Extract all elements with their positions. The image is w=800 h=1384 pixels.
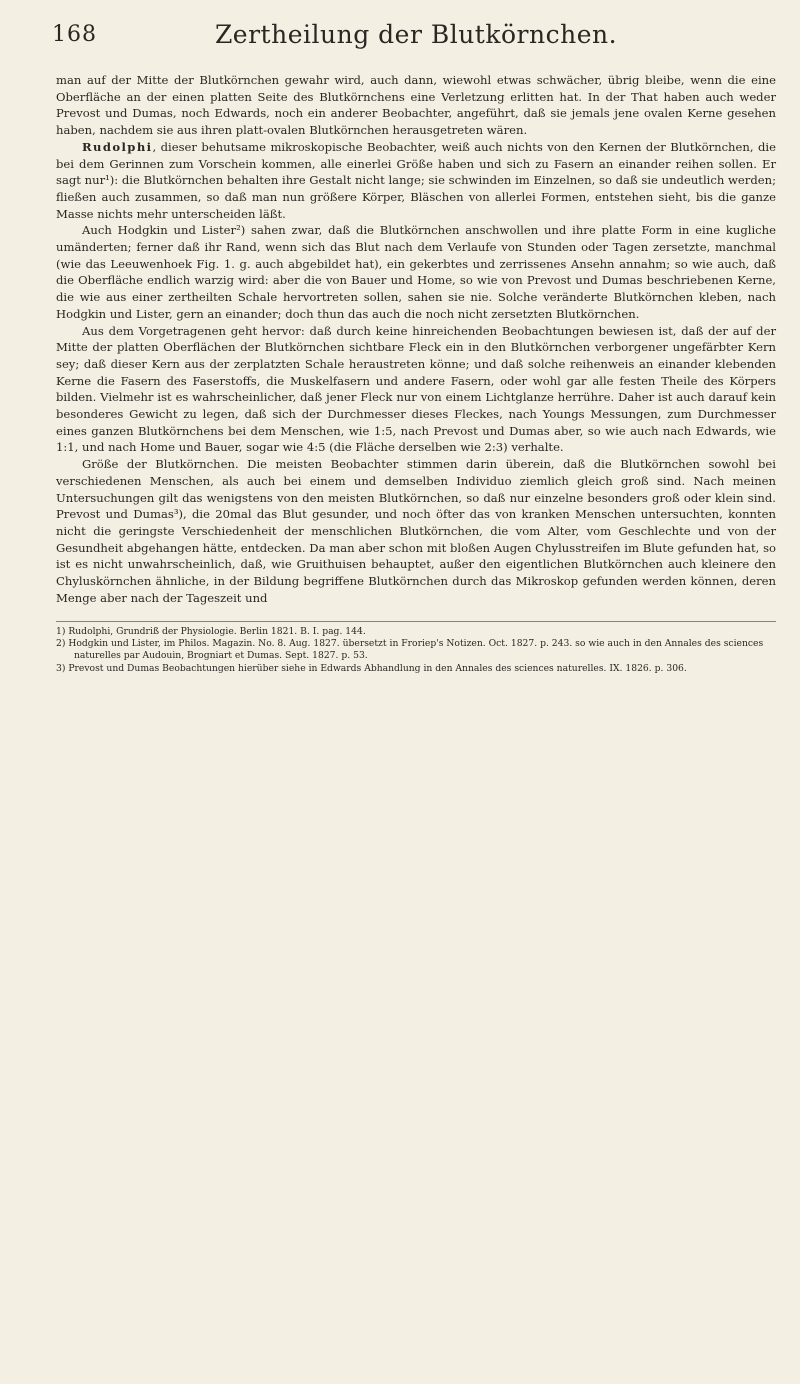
paragraph-3: Auch Hodgkin und Lister²) sahen zwar, daß die Blutkörnchen anschwollen und ihre platte Form in eine kugliche umänderten; ferner daß ihr Rand, wenn sich das Blut nach dem Verlaufe von Stunden oder Tagen zersetzte, manchmal (wie das Leeuwenhoek Fig. 1. g. auch abgebildet hat), ein gekerbtes und zerrissenes Ansehn annahm; so wie auch, daß die Oberfläche endlich warzig wird: aber die von Bauer und Home, so wie von Prevost und Dumas beschriebenen Kerne, die wie aus einer zertheilten Schale hervortreten sollen, sahen sie nie. Solche veränderte Blutkörnchen kleben, nach Hodgkin und Lister, gern an einander; doch thun das auch die noch nicht zersetzten Blutkörnchen. xyxy=(56,223,776,321)
footnote-3: 3) Prevost und Dumas Beobachtungen hierüber siehe in Edwards Abhandlung in den Annales des sciences naturelles. IX. 1826. p. 306. xyxy=(56,662,687,674)
page-header xyxy=(52,18,776,58)
paragraph-1: man auf der Mitte der Blutkörnchen gewahr wird, auch dann, wiewohl etwas schwächer, übrig bleibe, wenn die eine Oberfläche an der einen platten Seite des Blutkörnchens eine Verletzung erlitten hat. In der That haben auch weder Prevost und Dumas, noch Edwards, noch ein anderer Beobachter, angeführt, daß sie jemals jene ovalen Kerne gesehen haben, nachdem sie aus ihren platt-ovalen Blutkörnchen herausgetreten wären. xyxy=(56,73,776,138)
author-name: Rudolphi xyxy=(82,139,153,154)
paragraph-2-text: , dieser behutsame mikroskopische Beobachter, weiß auch nichts von den Kernen der Blutkörnchen, die bei dem Gerinnen zum Vorschein kommen, alle einerlei Größe haben und sich zu Fasern an einander reihen sollen. Er sagt nur¹): die Blutkörnchen behalten ihre Gestalt nicht lange; sie schwinden im Einzelnen, so daß sie undeutlich werden; fließen auch zusammen, so daß man nun größere Körper, Bläschen von allerlei Formen, entstehen sieht, bis die ganze Masse nichts mehr unterscheiden läßt. xyxy=(56,139,776,221)
page-number: 168 xyxy=(52,22,97,47)
footnote-1: 1) Rudolphi, Grundriß der Physiologie. Berlin 1821. B. I. pag. 144. xyxy=(56,625,366,637)
footnotes xyxy=(56,621,776,676)
paragraph-5: Größe der Blutkörnchen. Die meisten Beobachter stimmen darin überein, daß die Blutkörnchen sowohl bei verschiedenen Menschen, als auch bei einem und demselben Individuo ziemlich gleich groß sind. Nach meinen Untersuchungen gilt das wenigstens von den meisten Blutkörnchen, so daß nur einzelne besonders groß oder klein sind. Prevost und Dumas³), die 20mal das Blut gesunder, und noch öfter das von kranken Menschen untersuchten, konnten nicht die geringste Verschiedenheit der menschlichen Blutkörnchen, die vom Alter, vom Geschlechte und von der Gesundheit abgehangen hätte, entdecken. Da man aber schon mit bloßen Augen Chylusstreifen im Blute gefunden hat, so ist es nicht unwahrscheinlich, daß, wie Gruithuisen behauptet, außer den eigentlichen Blutkörnchen auch kleinere den Chyluskörnchen ähnliche, in der Bildung begriffene Blutkörnchen durch das Mikroskop gefunden werden können, deren Menge aber nach der Tageszeit und xyxy=(56,457,776,605)
footnote-2: 2) Hodgkin und Lister, im Philos. Magazin. No. 8. Aug. 1827. übersetzt in Froriep's Notizen. Oct. 1827. p. 243. so wie auch in den Annales des sciences naturelles par Audouin, Brogniart et Dumas. Sept. 1827. p. 53. xyxy=(56,637,764,662)
running-head: Zertheilung der Blutkörnchen. xyxy=(214,20,618,49)
page xyxy=(52,18,776,675)
paragraph-2 xyxy=(56,139,776,223)
paragraph-4: Aus dem Vorgetragenen geht hervor: daß durch keine hinreichenden Beobachtungen bewiesen ist, daß der auf der Mitte der platten Oberflächen der Blutkörnchen sichtbare Fleck ein in den Blutkörnchen verborgener ungefärbter Kern sey; daß dieser Kern aus der zerplatzten Schale heraustreten könne; und daß solche reihenweis an einander klebenden Kerne die Fasern des Faserstoffs, die Muskelfasern und andere Fasern, oder wohl gar alle festen Theile des Körpers bilden. Vielmehr ist es wahrscheinlicher, daß jener Fleck nur von einem Lichtglanze herrühre. Daher ist auch darauf kein besonderes Gewicht zu legen, daß sich der Durchmesser dieses Fleckes, nach Youngs Messungen, zum Durchmesser eines ganzen Blutkörnchens bei dem Menschen, wie 1:5, nach Prevost und Dumas aber, so wie auch nach Edwards, wie 1:1, und nach Home und Bauer, sogar wie 4:5 (die Fläche derselben wie 2:3) verhalte. xyxy=(56,323,776,455)
body-text xyxy=(56,72,776,607)
